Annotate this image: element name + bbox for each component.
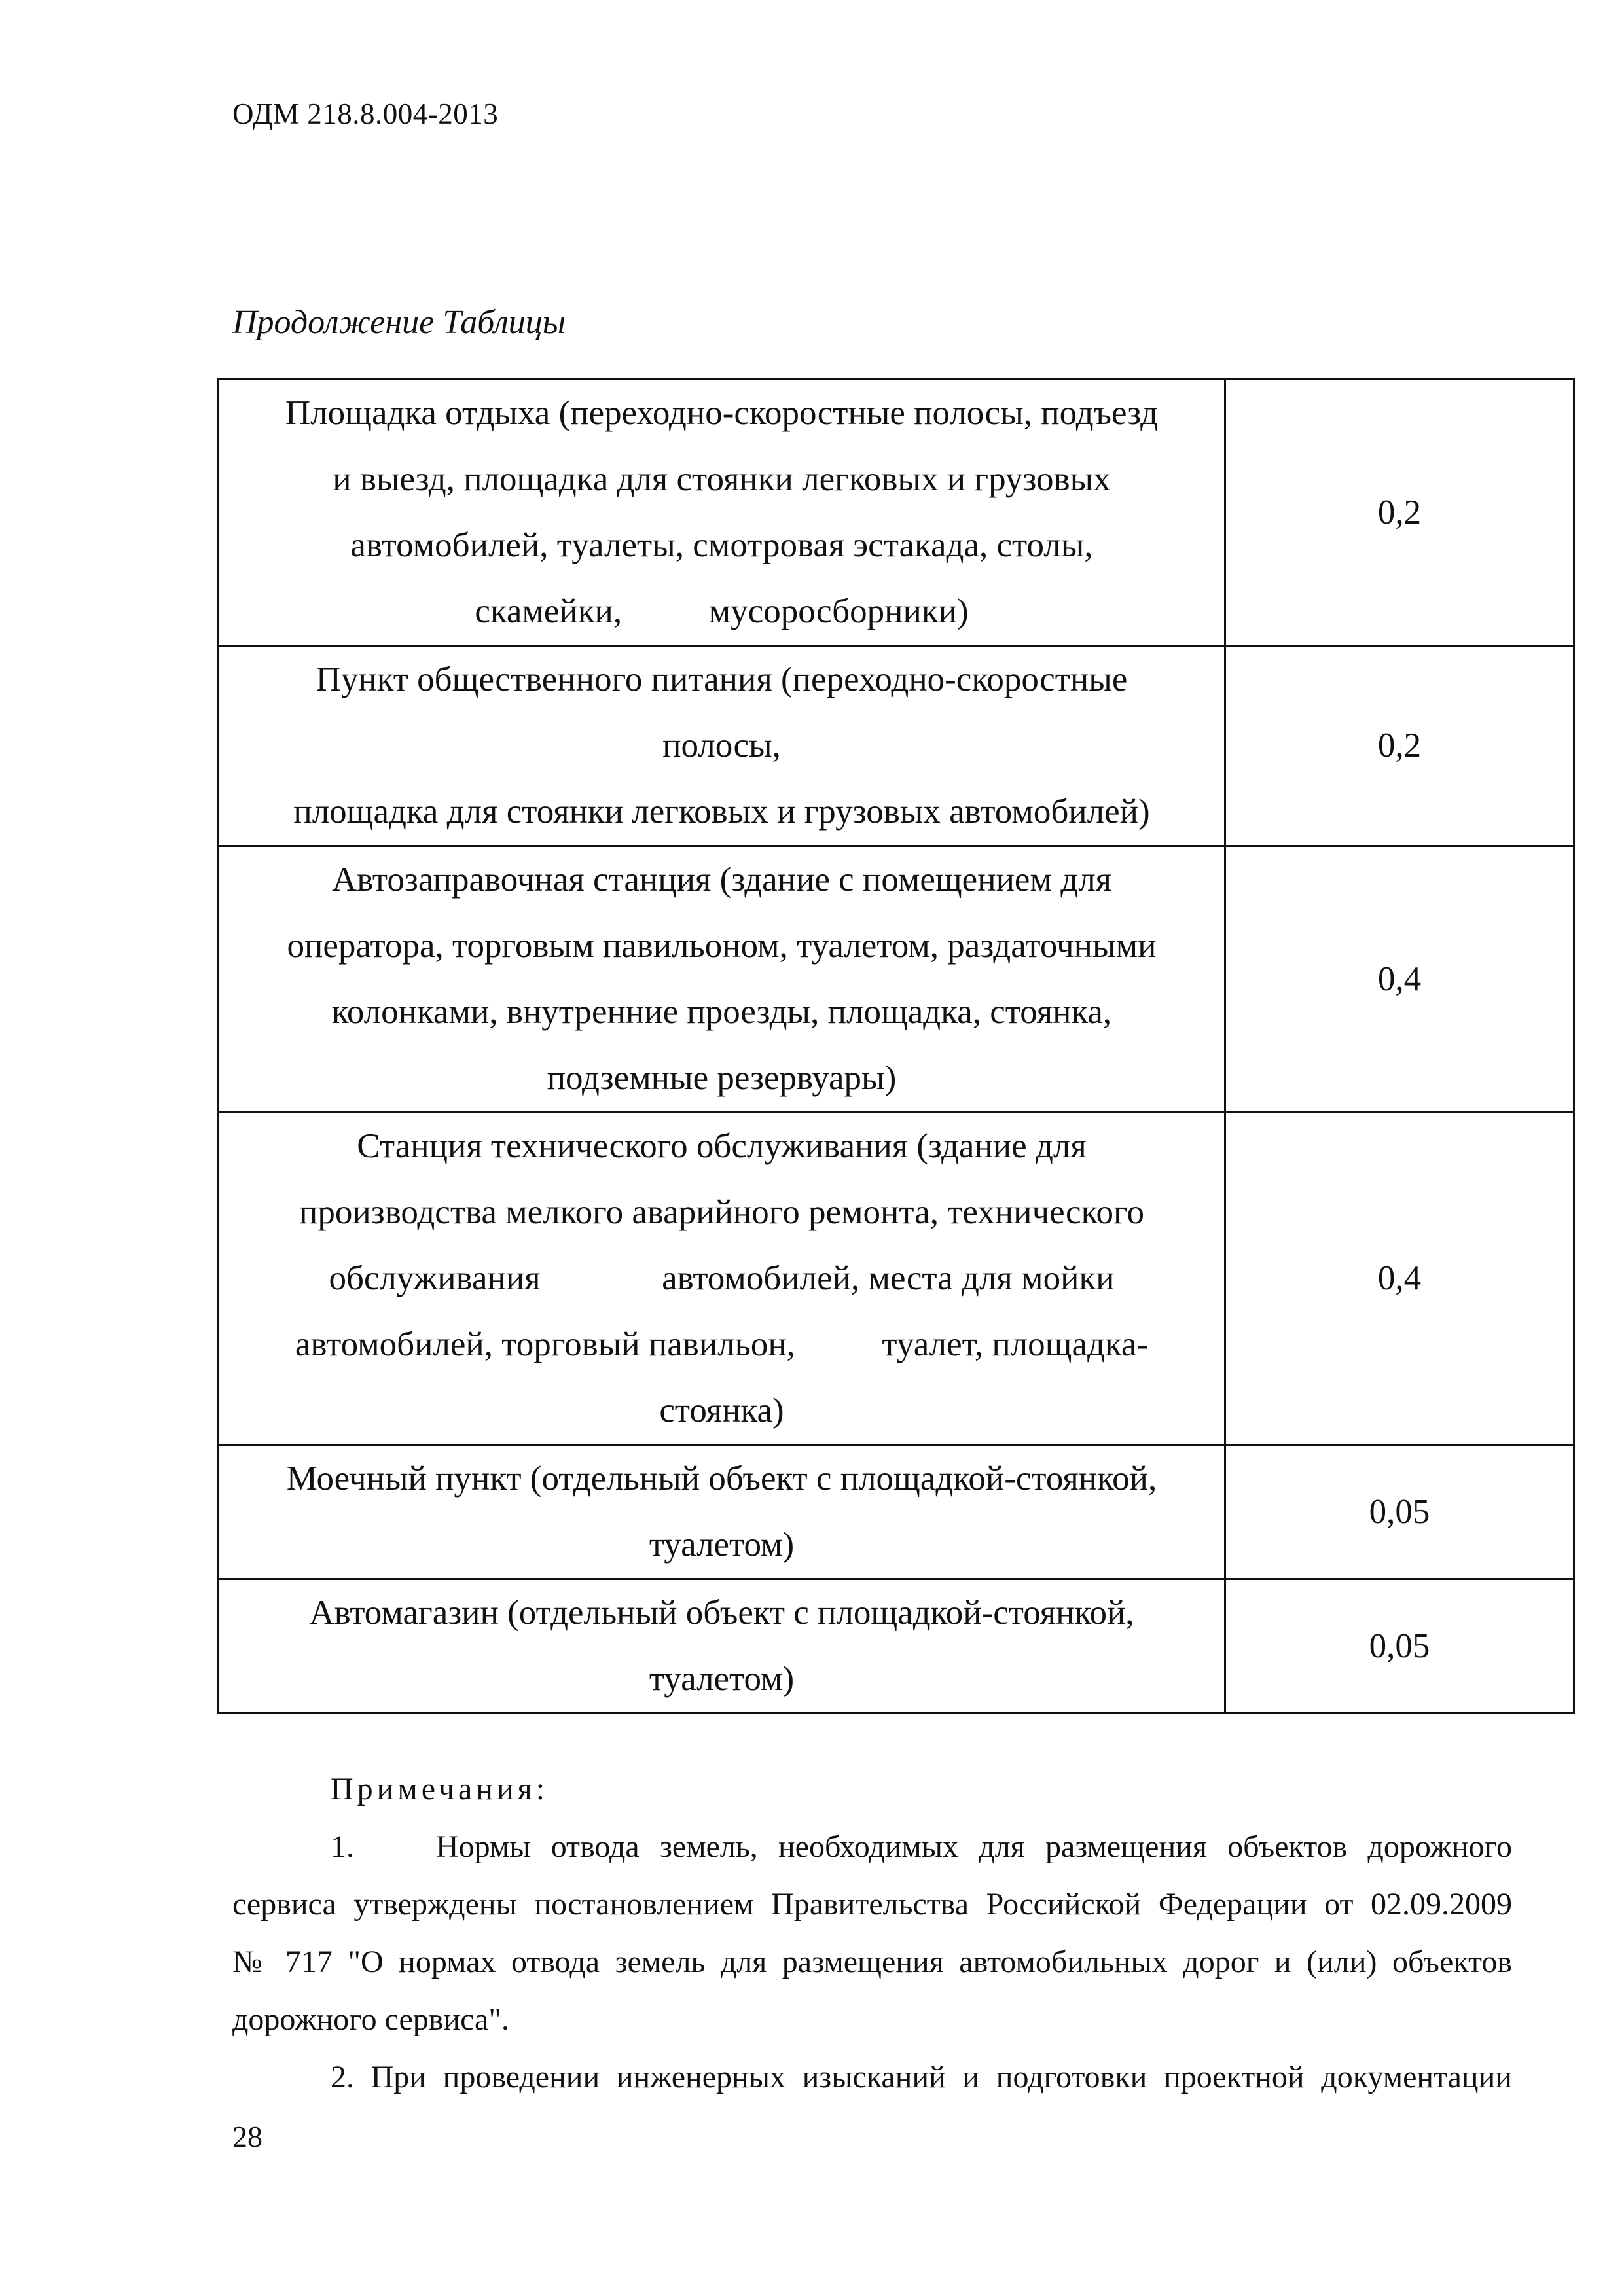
object-name-cell — [219, 646, 1225, 846]
note-line — [232, 1818, 1512, 1876]
cell-text-line: колонками, внутренние проезды, площадка, стоянка, — [331, 993, 1112, 1031]
norm-value-cell: 0,2 — [1225, 646, 1574, 846]
table-row — [219, 1113, 1574, 1445]
note-2 — [232, 2049, 1512, 2106]
cell-text-line: автомобилей, туалеты, смотровая эстакада, столы, — [350, 526, 1093, 564]
table-continuation-caption: Продолжение Таблицы — [232, 304, 566, 341]
cell-text-line: оператора, торговым павильоном, туалетом, раздаточными — [287, 927, 1157, 965]
cell-text-line: подземные резервуары) — [547, 1059, 897, 1097]
table-row — [219, 846, 1574, 1113]
norm-value-cell: 0,05 — [1225, 1579, 1574, 1713]
norm-value-cell: 0,05 — [1225, 1445, 1574, 1579]
cell-text-line: Станция технического обслуживания (здание для — [357, 1127, 1087, 1165]
note-text: Нормы отвода земель, необходимых для размещения объектов дорожного — [435, 1829, 1513, 1864]
object-name-cell — [219, 1579, 1225, 1713]
cell-text-line: обслуживания автомобилей, места для мойки — [329, 1259, 1115, 1297]
table-row — [219, 1579, 1574, 1713]
norm-value-cell: 0,2 — [1225, 380, 1574, 646]
note-1 — [232, 1818, 1512, 2049]
cell-text-line: Площадка отдыха (переходно-скоростные полосы, подъезд — [285, 394, 1159, 432]
norm-value-cell: 0,4 — [1225, 1113, 1574, 1445]
cell-text-line: Автозаправочная станция (здание с помещением для — [331, 861, 1112, 899]
table-row — [219, 646, 1574, 846]
cell-text-line: производства мелкого аварийного ремонта, технического — [299, 1193, 1144, 1231]
page-number: 28 — [232, 2120, 262, 2153]
note-line: дорожного сервиса". — [232, 2002, 509, 2037]
cell-text-line: скамейки, мусоросборники) — [475, 592, 969, 630]
object-name-cell — [219, 380, 1225, 646]
object-name-cell — [219, 1113, 1225, 1445]
note-number: 1. — [331, 1829, 354, 1864]
cell-text-line: и выезд, площадка для стоянки легковых и грузовых — [333, 460, 1111, 498]
norm-value-cell: 0,4 — [1225, 846, 1574, 1113]
notes-title: Примечания: — [331, 1772, 549, 1806]
table-row — [219, 380, 1574, 646]
norms-table — [217, 378, 1575, 1714]
object-name-cell — [219, 846, 1225, 1113]
note-line: № 717 "О нормах отвода земель для размещения автомобильных дорог и (или) объектов — [232, 1945, 1512, 1979]
notes-section — [232, 1761, 1512, 2106]
cell-text-line: туалетом) — [649, 1660, 795, 1698]
cell-text-line: Автомагазин (отдельный объект с площадкой-стоянкой, — [309, 1594, 1134, 1632]
cell-text-line: полосы, — [662, 726, 781, 764]
cell-text-line: Моечный пункт (отдельный объект с площадкой-стоянкой, — [286, 1460, 1157, 1498]
cell-text-line: Пункт общественного питания (переходно-скоростные — [316, 660, 1128, 698]
note-line: сервиса утверждены постановлением Правительства Российской Федерации от 02.09.2009 — [232, 1887, 1512, 1922]
cell-text-line: туалетом) — [649, 1526, 795, 1564]
object-name-cell — [219, 1445, 1225, 1579]
cell-text-line: площадка для стоянки легковых и грузовых автомобилей) — [293, 793, 1150, 831]
cell-text-line: автомобилей, торговый павильон, туалет, площадка- — [295, 1325, 1149, 1363]
cell-text-line: стоянка) — [659, 1391, 784, 1429]
note-line: 2. При проведении инженерных изысканий и подготовки проектной документации — [331, 2060, 1512, 2094]
document-code: ОДМ 218.8.004-2013 — [232, 98, 499, 130]
table-row — [219, 1445, 1574, 1579]
